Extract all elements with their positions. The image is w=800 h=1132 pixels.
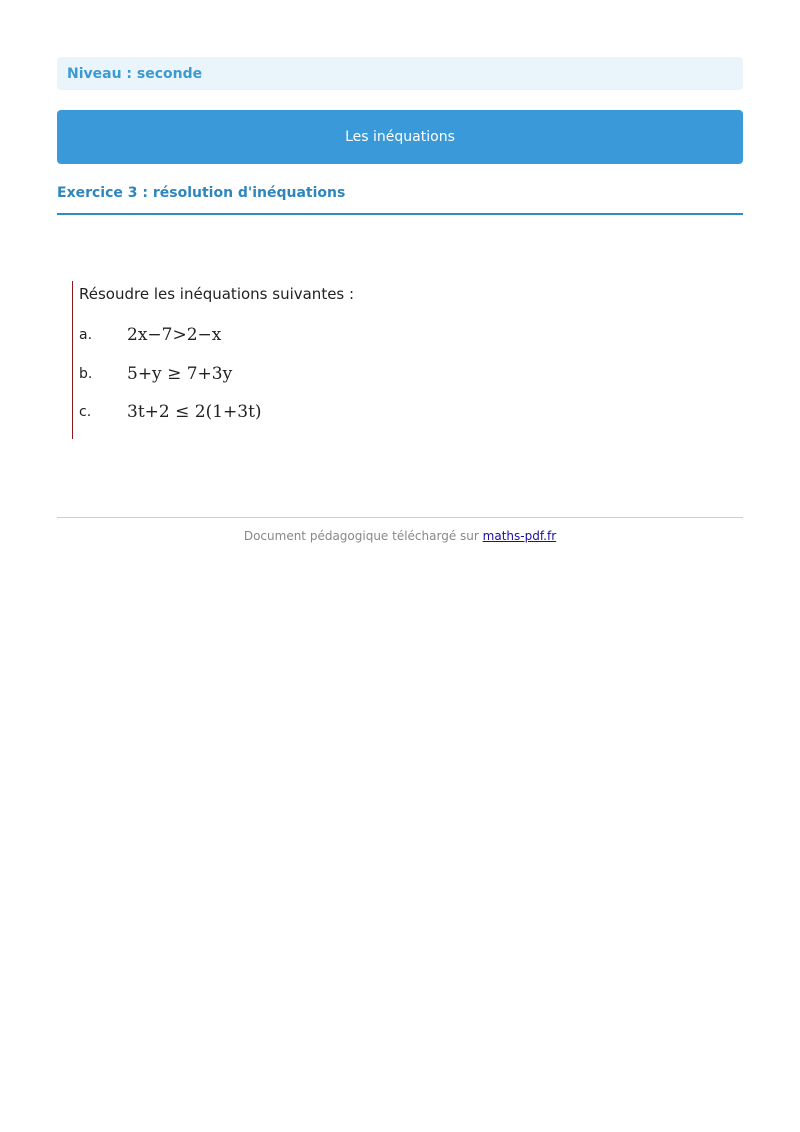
exercise-content	[72, 281, 499, 439]
page-title: Les inéquations	[345, 129, 455, 145]
level-bar	[57, 57, 743, 90]
exercise-heading: Exercice 3 : résolution d'inéquations	[57, 185, 743, 215]
inequation-item	[79, 363, 232, 385]
item-expression: 5+y ≥ 7+3y	[127, 364, 233, 384]
item-letter: c.	[79, 404, 92, 420]
inequation-item	[79, 324, 221, 346]
footer-text: Document pédagogique téléchargé sur	[243, 529, 479, 543]
footer	[57, 529, 743, 543]
footer-divider	[57, 517, 743, 518]
item-expression: 2x−7>2−x	[127, 325, 222, 345]
level-label: Niveau : seconde	[67, 65, 203, 82]
inequation-item	[79, 401, 262, 423]
title-banner	[57, 110, 743, 164]
item-letter: b.	[79, 366, 93, 382]
item-expression: 3t+2 ≤ 2(1+3t)	[127, 402, 262, 422]
item-letter: a.	[79, 327, 93, 343]
footer-link[interactable]: maths-pdf.fr	[482, 529, 557, 543]
exercise-instruction: Résoudre les inéquations suivantes :	[79, 285, 355, 303]
